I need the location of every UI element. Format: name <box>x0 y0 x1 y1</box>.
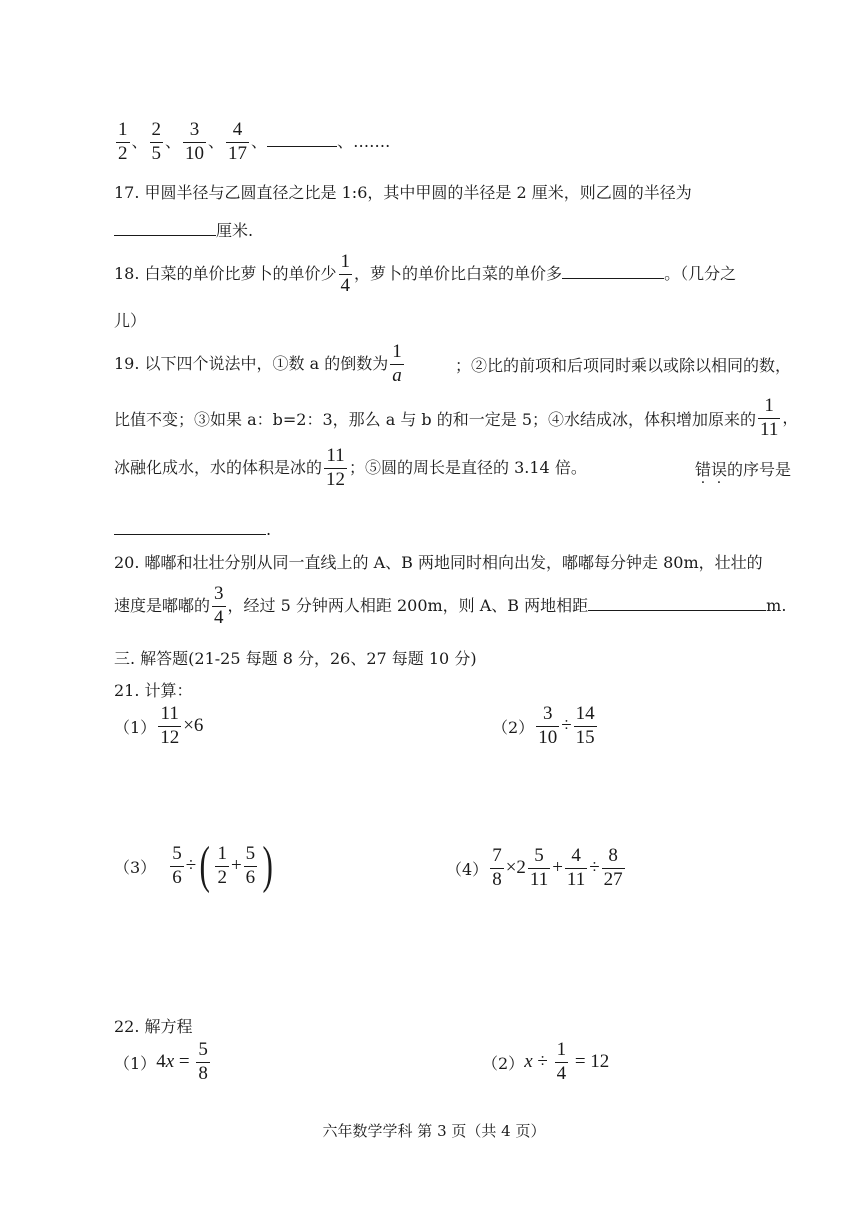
denominator: 11 <box>529 868 549 890</box>
fraction <box>555 1040 569 1085</box>
answer-blank[interactable] <box>267 145 337 147</box>
fraction <box>758 396 780 441</box>
numerator: 4 <box>571 845 581 866</box>
question-text: 速度是嘟嘟的 <box>114 595 211 615</box>
math-operator: ×6 <box>183 715 204 737</box>
q21-part-2 <box>492 704 599 749</box>
numerator: 7 <box>492 845 502 866</box>
question-text: 18. 白菜的单价比萝卜的单价少 <box>114 263 337 283</box>
sequence-fraction <box>226 120 249 165</box>
section-title: 三. 解答题(21-25 每题 8 分，26、27 每题 10 分) <box>114 649 477 668</box>
period: . <box>266 520 272 539</box>
part-label: （4） <box>446 859 489 879</box>
variable: x <box>524 1051 533 1073</box>
question-text: 22. 解方程 <box>114 1017 193 1036</box>
separator: 、 <box>251 131 268 151</box>
math-operator: ÷ <box>185 855 197 876</box>
denominator: 10 <box>185 142 205 164</box>
question-text: 20. 嘟嘟和壮壮分别从同一直线上的 A、B 两地同时相向出发，嘟嘟每分钟走 80m，壮壮的 <box>114 553 763 572</box>
answer-blank[interactable] <box>588 609 766 611</box>
denominator: 12 <box>326 468 346 490</box>
variable: x <box>165 1051 175 1073</box>
numerator: 3 <box>542 703 553 724</box>
question-text: ；②比的前项和后项同时乘以或除以相同的数， <box>454 355 791 375</box>
fraction <box>536 704 559 749</box>
question-text: ， <box>782 407 799 427</box>
question-text: 儿） <box>114 311 147 330</box>
q21-part-4 <box>446 846 627 891</box>
denominator: 12 <box>160 726 180 748</box>
denominator: 4 <box>556 1062 567 1084</box>
denominator: 4 <box>340 274 351 296</box>
sequence-line <box>114 120 390 165</box>
numerator: 1 <box>392 341 402 362</box>
fraction <box>339 252 353 297</box>
numerator: 11 <box>160 703 179 724</box>
part-label: （2） <box>482 1053 525 1073</box>
question-19-line-1 <box>114 342 791 387</box>
separator: 、 <box>337 131 354 151</box>
denominator: 4 <box>214 606 224 628</box>
q22-part-2 <box>482 1040 609 1085</box>
math-operator: + <box>552 857 563 879</box>
math-operator: + <box>230 855 242 876</box>
numerator: 8 <box>608 845 618 866</box>
q21-part-3 <box>114 837 277 894</box>
denominator: 5 <box>151 142 162 164</box>
fraction <box>244 844 258 889</box>
footer-text: 六年数学学科 第 3 页（共 4 页） <box>322 1122 546 1140</box>
math-operator: ÷ <box>561 715 572 737</box>
fraction <box>196 1040 210 1085</box>
math-result: = 12 <box>570 1051 610 1073</box>
question-20-line-1 <box>114 550 763 573</box>
denominator: 15 <box>575 726 595 748</box>
question-text: ，萝卜的单价比白菜的单价多 <box>354 263 563 283</box>
sequence-fraction <box>150 120 164 165</box>
emphasis-text-group <box>695 457 791 480</box>
answer-blank[interactable] <box>114 234 216 236</box>
separator: 、 <box>131 131 148 151</box>
emphasis-char: 误 <box>710 459 727 479</box>
fraction <box>324 446 347 491</box>
numerator: 5 <box>198 1039 208 1060</box>
numerator: 5 <box>245 842 256 864</box>
question-18-line-1 <box>114 252 736 297</box>
denominator: 6 <box>245 866 256 888</box>
numerator: 2 <box>151 119 162 140</box>
part-label: （3） <box>114 857 157 877</box>
emphasis-char: 错 <box>694 459 711 479</box>
right-paren: ) <box>262 837 274 894</box>
question-text: 的序号是 <box>726 459 791 479</box>
fraction <box>215 844 229 889</box>
math-operator: ×2 <box>505 857 526 879</box>
denominator: 11 <box>566 868 586 890</box>
math-operator: = <box>174 1051 195 1073</box>
fraction <box>390 342 404 387</box>
page-footer <box>0 1120 868 1141</box>
q22-part-1 <box>114 1040 212 1085</box>
fraction <box>212 584 226 629</box>
question-text: 。（几分之 <box>664 263 737 283</box>
fraction <box>528 846 550 891</box>
numerator: 1 <box>556 1039 567 1060</box>
numerator: 5 <box>534 845 544 866</box>
denominator: a <box>392 364 402 386</box>
denominator: 2 <box>217 866 227 888</box>
question-19-line-3 <box>114 446 791 491</box>
math-operator: ÷ <box>589 857 600 879</box>
denominator: 10 <box>538 726 558 748</box>
sequence-fraction <box>183 120 206 165</box>
answer-blank[interactable] <box>562 277 664 279</box>
fraction <box>158 704 181 749</box>
question-20-line-2 <box>114 584 786 629</box>
q21-part-1 <box>114 704 203 749</box>
part-label: （2） <box>492 717 535 737</box>
question-text: 17. 甲圆半径与乙圆直径之比是 1:6，其中甲圆的半径是 2 厘米，则乙圆的半径为 <box>114 183 692 202</box>
question-text: ；⑤圆的周长是直径的 3.14 倍。 <box>349 457 587 477</box>
math-operator: ÷ <box>532 1051 553 1073</box>
left-paren: ( <box>199 837 210 894</box>
sequence-fraction <box>116 120 130 165</box>
unit-text: m. <box>766 595 787 615</box>
question-19-line-4 <box>114 520 271 539</box>
section-3-heading <box>114 646 477 669</box>
question-text: 比值不变；③如果 a：b=2：3，那么 a 与 b 的和一定是 5；④水结成冰，体积增加原来的 <box>114 409 757 429</box>
part-label: （1） <box>114 717 157 737</box>
question-text: 21. 计算： <box>114 681 193 700</box>
question-21-title <box>114 678 193 701</box>
separator: 、 <box>208 131 225 151</box>
question-text-group <box>114 446 587 491</box>
question-text-group <box>756 396 798 441</box>
unit-text: 厘米. <box>216 221 254 240</box>
answer-blank[interactable] <box>114 533 266 535</box>
numerator: 11 <box>326 445 345 466</box>
numerator: 1 <box>340 251 351 272</box>
numerator: 3 <box>189 119 200 140</box>
denominator: 8 <box>492 868 502 890</box>
fraction <box>170 844 184 889</box>
question-text-group <box>114 342 406 387</box>
question-text: 冰融化成水，水的体积是冰的 <box>114 457 323 477</box>
denominator: 17 <box>228 142 248 164</box>
question-18-line-2 <box>114 308 146 331</box>
coefficient: 4 <box>156 1051 166 1073</box>
question-text: 19. 以下四个说法中，①数 a 的倒数为 <box>114 353 389 373</box>
ellipsis: ……. <box>353 131 391 151</box>
numerator: 1 <box>118 119 128 140</box>
fraction <box>565 846 587 891</box>
part-label: （1） <box>114 1053 157 1073</box>
question-text: ，经过 5 分钟两人相距 200m，则 A、B 两地相距 <box>227 595 589 615</box>
numerator: 3 <box>214 583 224 604</box>
denominator: 27 <box>603 868 623 890</box>
fraction <box>574 704 597 749</box>
fraction <box>602 846 625 891</box>
question-17-line-1 <box>114 180 692 203</box>
numerator: 5 <box>172 842 182 864</box>
numerator: 1 <box>764 395 774 416</box>
numerator: 14 <box>575 703 595 724</box>
denominator: 8 <box>198 1062 208 1084</box>
denominator: 11 <box>760 418 779 440</box>
fraction <box>490 846 504 891</box>
question-22-title <box>114 1014 193 1037</box>
question-19-line-2 <box>114 395 799 441</box>
numerator: 1 <box>217 842 227 864</box>
question-17-line-2 <box>114 218 253 241</box>
denominator: 6 <box>172 866 182 888</box>
separator: 、 <box>165 131 182 151</box>
denominator: 2 <box>118 142 128 164</box>
numerator: 4 <box>232 119 243 140</box>
